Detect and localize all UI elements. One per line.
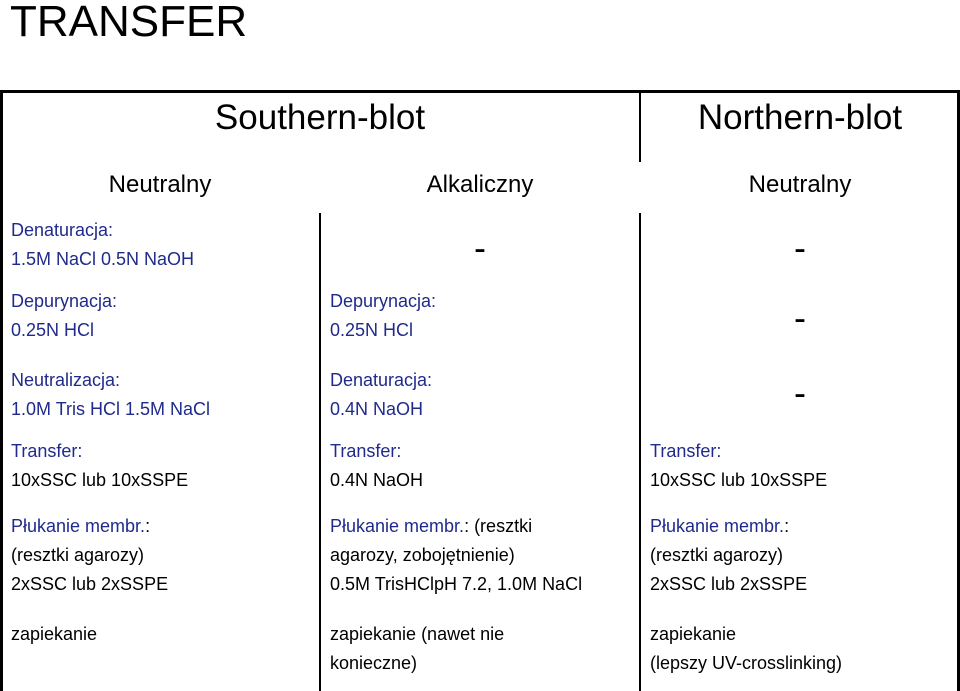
alkaline-header: Alkaliczny: [426, 171, 534, 198]
northern-transfer-cell: [650, 437, 827, 495]
neutral-header-1: Neutralny: [108, 171, 212, 198]
alkaline-baking-line1: zapiekanie (nawet nie: [330, 624, 505, 644]
column-divider-1: [319, 213, 321, 691]
northern-blot-header: Northern-blot: [697, 98, 903, 137]
northern-baking-cell: [650, 620, 842, 678]
washing-line3: 2xSSC lub 2xSSPE: [11, 574, 169, 594]
southern-blot-header: Southern-blot: [214, 98, 426, 137]
northern-washing-cell: [650, 512, 807, 599]
washing-cell: [11, 512, 168, 599]
alkaline-baking-line2: konieczne): [330, 653, 418, 673]
alkaline-transfer-cell: [330, 437, 423, 495]
northern-neutralization-dash: -: [794, 372, 806, 413]
northern-washing-line3: 2xSSC lub 2xSSPE: [650, 574, 808, 594]
washing-line2: (resztki agarozy): [11, 545, 145, 565]
denaturation-label: Denaturacja:: [11, 220, 114, 240]
northern-washing-colon: :: [784, 516, 790, 536]
alkaline-washing-rest: : (resztki: [464, 516, 533, 536]
neutralization-value: 1.0M Tris HCl 1.5M NaCl: [11, 399, 211, 419]
alkaline-washing-label: Płukanie membr.: [330, 516, 465, 536]
alkaline-depurination-label: Depurynacja:: [330, 291, 437, 311]
northern-denaturation-dash: -: [794, 227, 806, 268]
transfer-table: [0, 90, 960, 691]
page-title: TRANSFER: [10, 0, 248, 46]
denaturation-cell: [11, 216, 194, 274]
washing-label: Płukanie membr.: [11, 516, 146, 536]
alkaline-transfer-value: 0.4N NaOH: [330, 470, 424, 490]
alkaline-washing-line3: 0.5M TrisHClpH 7.2, 1.0M NaCl: [330, 574, 583, 594]
alkaline-depurination-value: 0.25N HCl: [330, 320, 414, 340]
northern-depurination-dash: -: [794, 297, 806, 338]
alkaline-depurination-cell: [330, 287, 436, 345]
northern-transfer-value: 10xSSC lub 10xSSPE: [650, 470, 828, 490]
transfer-cell: [11, 437, 188, 495]
depurination-cell: [11, 287, 117, 345]
depurination-label: Depurynacja:: [11, 291, 118, 311]
alkaline-baking-cell: [330, 620, 504, 678]
baking-line1: zapiekanie: [11, 624, 98, 644]
alkaline-washing-line2: agarozy, zobojętnienie): [330, 545, 515, 565]
northern-transfer-label: Transfer:: [650, 441, 722, 461]
depurination-value: 0.25N HCl: [11, 320, 95, 340]
northern-baking-line2: (lepszy UV-crosslinking): [650, 653, 843, 673]
alkaline-transfer-label: Transfer:: [330, 441, 402, 461]
transfer-label: Transfer:: [11, 441, 83, 461]
neutralization-label: Neutralizacja:: [11, 370, 121, 390]
alkaline-denaturation-value: 0.4N NaOH: [330, 399, 424, 419]
northern-washing-line2: (resztki agarozy): [650, 545, 784, 565]
column-divider-2: [639, 213, 641, 691]
alkaline-denaturation-dash: -: [474, 227, 486, 268]
baking-cell: [11, 620, 97, 649]
denaturation-value: 1.5M NaCl 0.5N NaOH: [11, 249, 195, 269]
northern-washing-label: Płukanie membr.: [650, 516, 785, 536]
alkaline-denaturation-cell: [330, 366, 432, 424]
neutralization-cell: [11, 366, 210, 424]
alkaline-washing-cell: [330, 512, 582, 599]
transfer-value: 10xSSC lub 10xSSPE: [11, 470, 189, 490]
table-border-top: [0, 90, 960, 93]
northern-baking-line1: zapiekanie: [650, 624, 737, 644]
neutral-header-2: Neutralny: [748, 171, 852, 198]
alkaline-denaturation-label: Denaturacja:: [330, 370, 433, 390]
washing-colon: :: [145, 516, 151, 536]
